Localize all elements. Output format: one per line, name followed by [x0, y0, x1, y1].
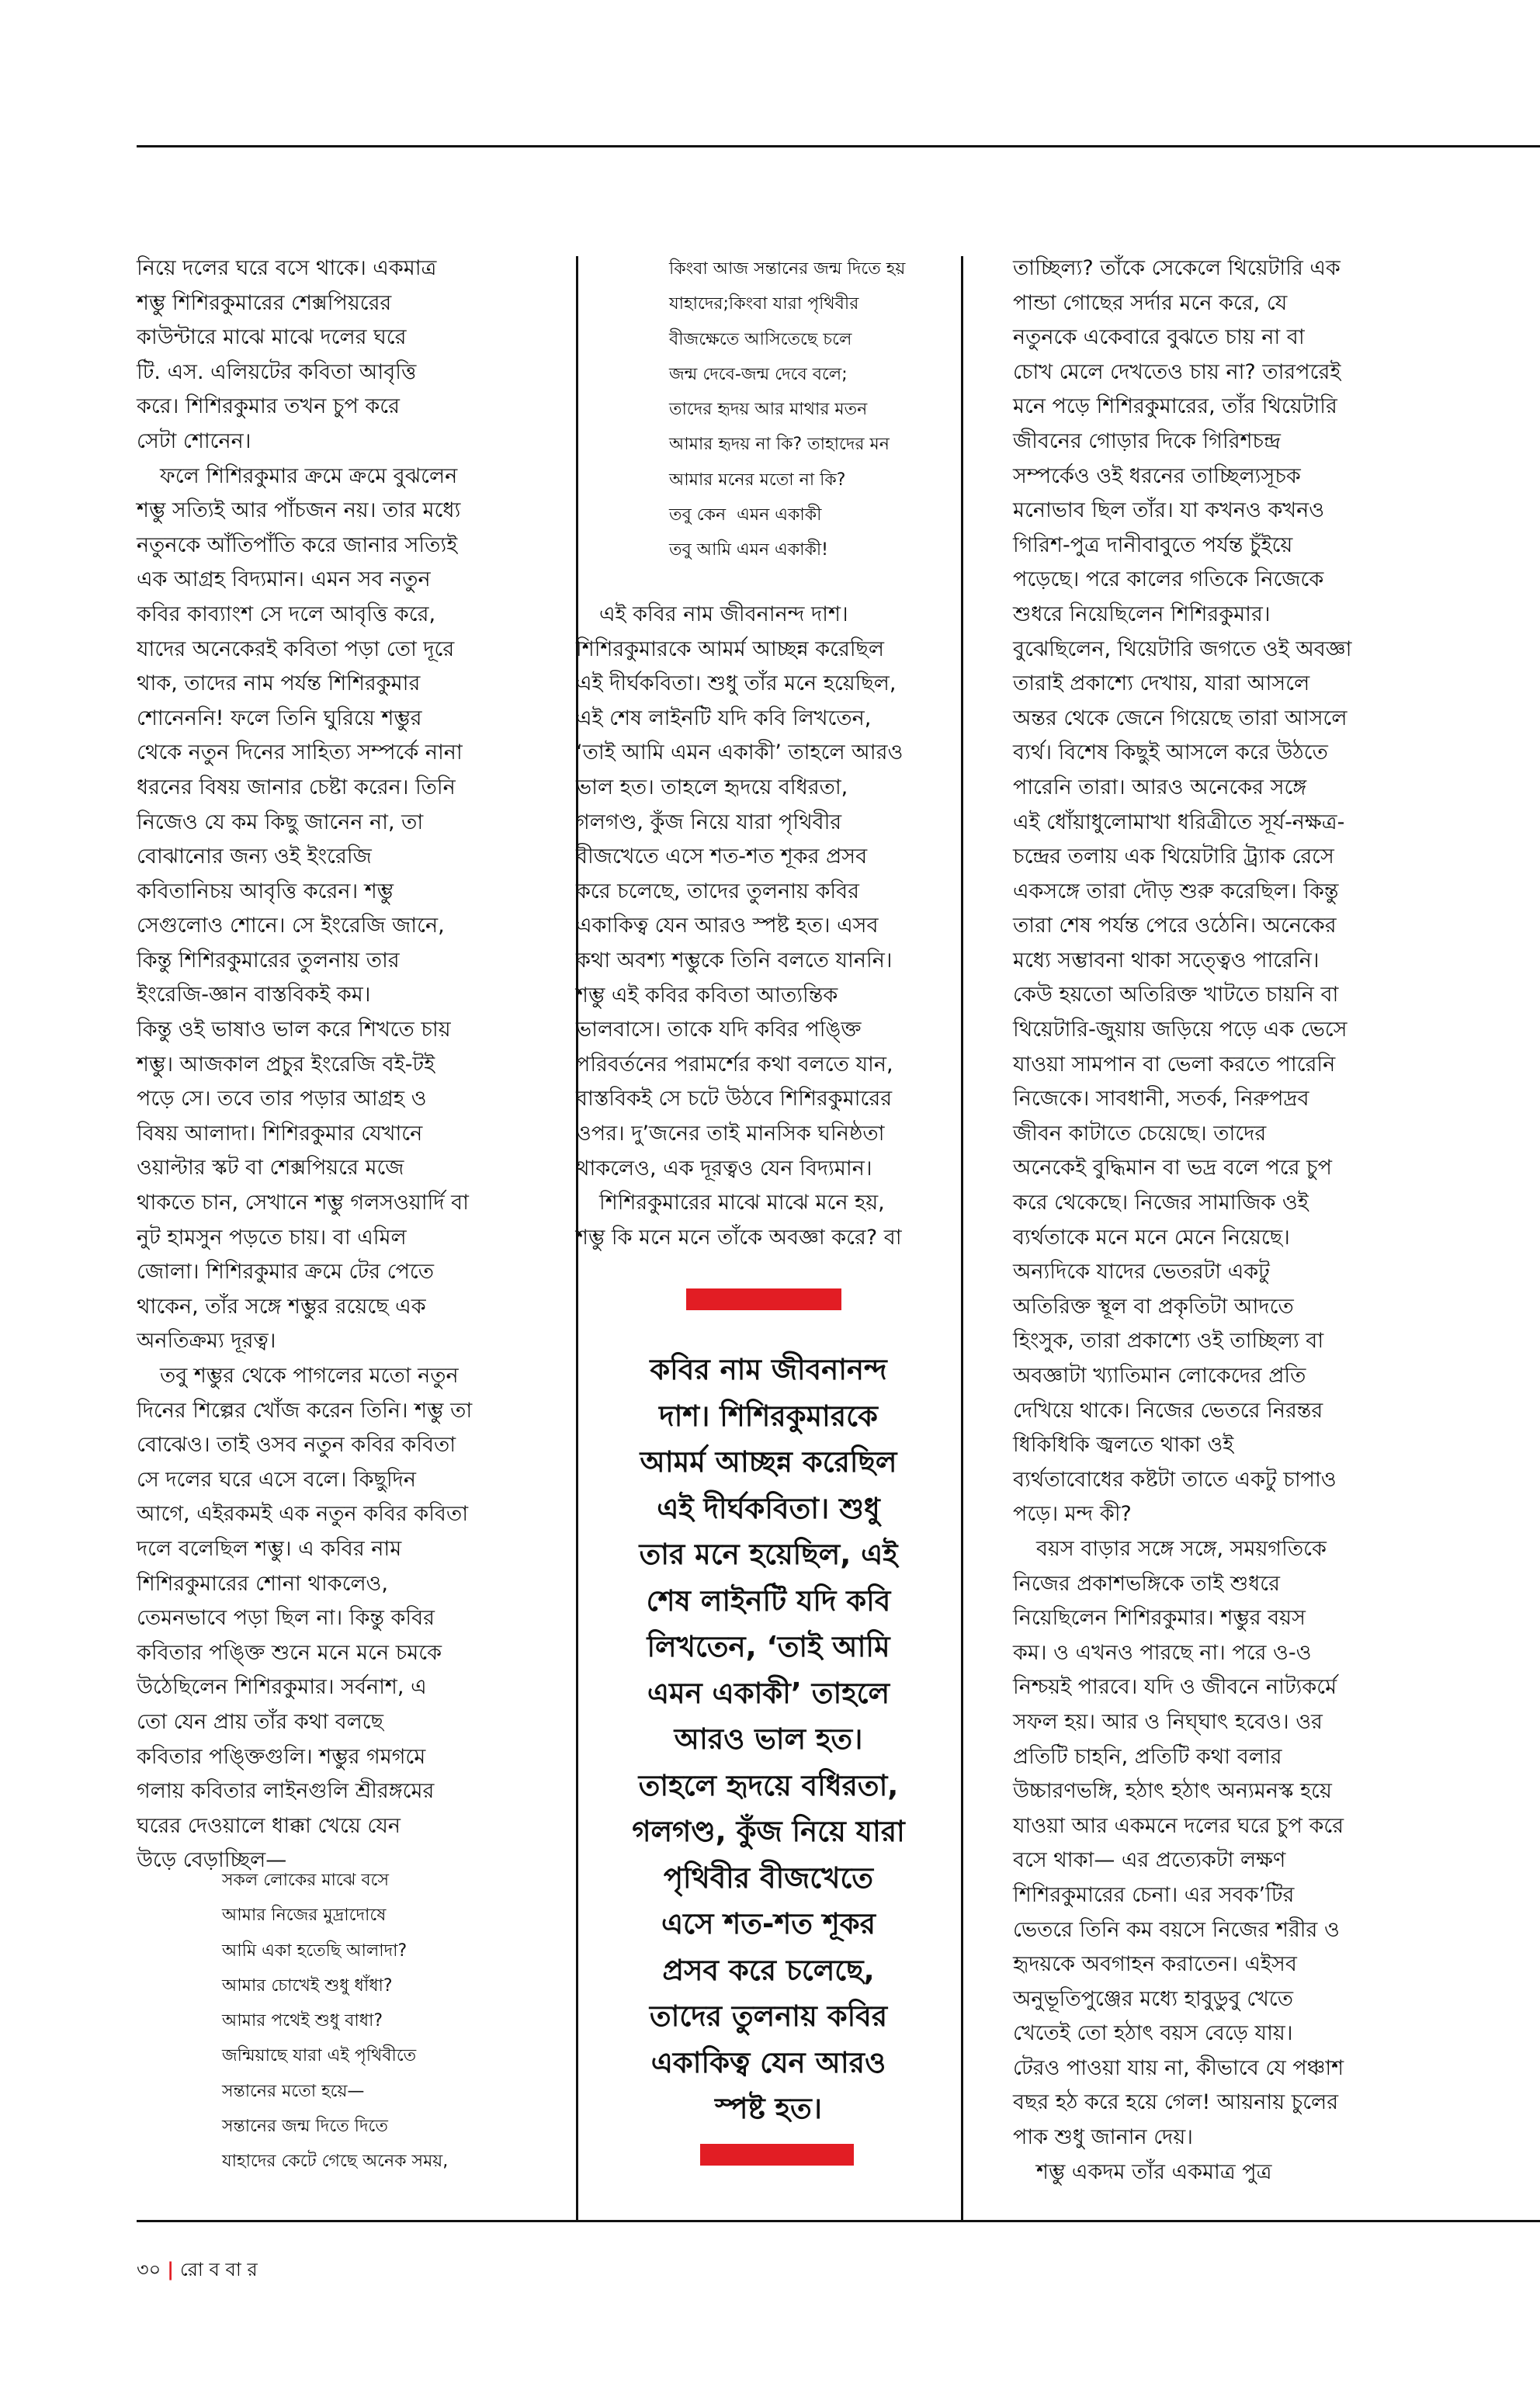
poem-line: তাদের হৃদয় আর মাথার মতন [669, 400, 868, 420]
paragraph-line: থাকলেও, এক দূরত্বও যেন বিদ্যমান। [576, 1156, 872, 1181]
paragraph-line: তাচ্ছিল্য? তাঁকে সেকেলে থিয়েটারি এক [1013, 256, 1341, 280]
paragraph-line: কাউন্টারে মাঝে মাঝে দলের ঘরে [137, 325, 407, 350]
pullquote-line: পৃথিবীর বীজখেতে [663, 1861, 874, 1895]
paragraph-line: বোঝেও। তাই ওসব নতুন কবির কবিতা [137, 1433, 456, 1458]
paragraph-line: থিয়েটারি-জুয়ায় জড়িয়ে পড়ে এক ভেসে [1013, 1018, 1348, 1042]
paragraph-line: কবিতানিচয় আবৃত্তি করেন। শম্ভু [137, 879, 394, 903]
paragraph-line: থাকতে চান, সেখানে শম্ভু গলসওয়ার্দি বা [137, 1191, 469, 1216]
pullquote-line: আরও ভাল হত। [674, 1722, 863, 1756]
paragraph-line: চোখ মেলে দেখতেও চায় না? তারপরেই [1013, 359, 1341, 384]
paragraph-line: জোলা। শিশিরকুমার ক্রমে টের পেতে [137, 1260, 435, 1285]
paragraph-line: ওয়াল্টার স্কট বা শেক্সপিয়রে মজে [137, 1156, 404, 1181]
pullquote-accent-bar-top [686, 1288, 841, 1310]
paragraph-line: কিন্তু ওই ভাষাও ভাল করে শিখতে চায় [137, 1018, 451, 1042]
poem-line: আমার নিজের মুদ্রাদোষে [222, 1906, 387, 1926]
poem-line: আমার হৃদয় না কি? তাহাদের মন [669, 435, 890, 455]
paragraph-line: বীজখেতে এসে শত-শত শূকর প্রসব [576, 844, 868, 869]
paragraph-line: অন্যদিকে যাদের ভেতরটা একটু [1013, 1260, 1270, 1285]
paragraph-line: বোঝানোর জন্য ওই ইংরেজি [137, 844, 372, 869]
paragraph-line: করে থেকেছে। নিজের সামাজিক ওই [1013, 1191, 1309, 1216]
pullquote-line: একাকিত্ব যেন আরও [650, 2045, 886, 2079]
paragraph-line: শিশিরকুমারের চেনা। এর সবক’টির [1013, 1882, 1295, 1907]
paragraph-line: অন্তর থেকে জেনে গিয়েছে তারা আসলে [1013, 706, 1348, 730]
paragraph-line: অনতিক্রম্য দূরত্ব। [137, 1329, 276, 1354]
paragraph-line: সেগুলোও শোনে। সে ইংরেজি জানে, [137, 914, 445, 938]
paragraph-line: পড়ে। মন্দ কী? [1013, 1502, 1132, 1527]
paragraph-line: যাওয়া সামপান বা ভেলা করতে পারেনি [1013, 1052, 1336, 1077]
poem-line: আমার পথেই শুধু বাধা? [222, 2011, 383, 2031]
paragraph-line: তারাই প্রকাশ্যে দেখায়, যারা আসলে [1013, 671, 1310, 696]
pullquote-line: এসে শত-শত শূকর [661, 1907, 876, 1940]
paragraph-line: ফলে শিশিরকুমার ক্রমে ক্রমে বুঝলেন [160, 463, 458, 488]
paragraph-line: করে চলেছে, তাদের তুলনায় কবির [576, 879, 859, 903]
paragraph-line: হৃদয়কে অবগাহন করাতেন। এইসব [1013, 1952, 1297, 1977]
page-footer [137, 2256, 258, 2287]
footer-separator: | [167, 2259, 174, 2280]
pullquote-line: তাহলে হৃদয়ে বধিরতা, [638, 1768, 899, 1802]
paragraph-line: টেরও পাওয়া যায় না, কীভাবে যে পঞ্চাশ [1013, 2055, 1344, 2080]
article-column-1 [137, 251, 556, 1878]
paragraph-line: পরিবর্তনের পরামর্শের কথা বলতে যান, [576, 1052, 893, 1077]
paragraph-line: মনোভাব ছিল তাঁর। যা কখনও কখনও [1013, 498, 1325, 523]
column-divider-right [961, 256, 963, 2220]
paragraph-line: কথা অবশ্য শম্ভুকে তিনি বলতে যাননি। [576, 948, 893, 973]
article-column-2 [576, 598, 903, 1255]
paragraph-line: জীবন কাটাতে চেয়েছে। তাদের [1013, 1121, 1267, 1146]
paragraph-line: এই দীর্ঘকবিতা। শুধু তাঁর মনে হয়েছিল, [576, 671, 897, 696]
paragraph-line: কবিতার পঙ্ক্তিগুলি। শম্ভুর গমগমে [137, 1744, 426, 1769]
paragraph-line: সে দলের ঘরে এসে বলে। কিছুদিন [137, 1467, 416, 1492]
paragraph-line: বয়স বাড়ার সঙ্গে সঙ্গে, সময়গতিকে [1036, 1536, 1327, 1561]
paragraph-line: কেউ হয়তো অতিরিক্ত খাটতে চায়নি বা [1013, 983, 1339, 1007]
paragraph-line: উঠেছিলেন শিশিরকুমার। সর্বনাশ, এ [137, 1675, 427, 1700]
paragraph-line: ব্যর্থ। বিশেষ কিছুই আসলে করে উঠতে [1013, 740, 1328, 765]
pullquote-line: শেষ লাইনটি যদি কবি [646, 1583, 891, 1618]
paragraph-line: কম। ও এখনও পারছে না। পরে ও-ও [1013, 1640, 1312, 1665]
poem-line: যাহাদের;কিংবা যারা পৃথিবীর [669, 294, 859, 314]
paragraph-line: পড়ে সে। তবে তার পড়ার আগ্রহ ও [137, 1087, 427, 1112]
paragraph-line: শম্ভু শিশিরকুমারের শেক্সপিয়রের [137, 290, 392, 315]
paragraph-line: অবজ্ঞাটা খ্যাতিমান লোকেদের প্রতি [1013, 1364, 1306, 1388]
paragraph-line: হিংসুক, তারা প্রকাশ্যে ওই তাচ্ছিল্য বা [1013, 1329, 1324, 1354]
paragraph-line: বিষয় আলাদা। শিশিরকুমার যেখানে [137, 1121, 423, 1146]
paragraph-line: করে। শিশিরকুমার তখন চুপ করে [137, 394, 400, 419]
paragraph-line: মধ্যে সম্ভাবনা থাকা সত্ত্বেও পারেনি। [1013, 948, 1320, 973]
poem-line: বীজক্ষেতে আসিতেছে চলে [669, 329, 852, 349]
paragraph-line: বাস্তবিকই সে চটে উঠবে শিশিরকুমারের [576, 1087, 893, 1112]
paragraph-line: যাদের অনেকেরই কবিতা পড়া তো দূরে [137, 636, 455, 661]
poem-excerpt-1 [222, 1863, 448, 2180]
paragraph-line: এক আগ্রহ বিদ্যমান। এমন সব নতুন [137, 567, 431, 592]
paragraph-line: আগে, এইরকমই এক নতুন কবির কবিতা [137, 1502, 469, 1527]
paragraph-line: নিজেও যে কম কিছু জানেন না, তা [137, 810, 424, 834]
paragraph-line: গলগণ্ড, কুঁজ নিয়ে যারা পৃথিবীর [576, 810, 842, 834]
pullquote-line: স্পষ্ট হত। [715, 2092, 822, 2125]
paragraph-line: ইংরেজি-জ্ঞান বাস্তবিকই কম। [137, 983, 371, 1007]
paragraph-line: সফল হয়। আর ও নিঘ্ঘাৎ হবেও। ওর [1013, 1709, 1323, 1734]
paragraph-line: শোনেননি! ফলে তিনি ঘুরিয়ে শম্ভুর [137, 706, 422, 730]
pullquote-line: লিখতেন, ‘তাই আমি [647, 1630, 890, 1663]
paragraph-line: বছর হঠ করে হয়ে গেল! আয়নায় চুলের [1013, 2090, 1339, 2115]
paragraph-line: ভালবাসে। তাকে যদি কবির পঙ্ক্তি [576, 1018, 862, 1042]
paragraph-line: এই শেষ লাইনটি যদি কবি লিখতেন, [576, 706, 872, 730]
poem-line: কিংবা আজ সন্তানের জন্ম দিতে হয় [669, 259, 906, 279]
paragraph-line: শম্ভু সত্যিই আর পাঁচজন নয়। তার মধ্যে [137, 498, 461, 523]
paragraph-line: শিশিরকুমারের মাঝে মাঝে মনে হয়, [599, 1191, 885, 1216]
paragraph-line: পড়েছে। পরে কালের গতিকে নিজেকে [1013, 567, 1324, 592]
paragraph-line: ব্যর্থতাবোধের কষ্টটা তাতে একটু চাপাও [1013, 1467, 1337, 1492]
paragraph-line: এই ধোঁয়াধুলোমাখা ধরিত্রীতে সূর্য-নক্ষত্র- [1013, 810, 1345, 834]
poem-line: আমার চোখেই শুধু ধাঁধা? [222, 1975, 393, 1996]
paragraph-line: অনুভূতিপুঞ্জের মধ্যে হাবুডুবু খেতে [1013, 1986, 1293, 2011]
pullquote-line: তাদের তুলনায় কবির [649, 1999, 888, 2033]
paragraph-line: নিশ্চয়ই পারবে। যদি ও জীবনে নাট্যকর্মে [1013, 1675, 1337, 1700]
paragraph-line: খেতেই তো হঠাৎ বয়স বেড়ে যায়। [1013, 2021, 1293, 2046]
paragraph-line: তেমনভাবে পড়া ছিল না। কিন্তু কবির [137, 1606, 435, 1631]
paragraph-line: কিন্তু শিশিরকুমারের তুলনায় তার [137, 948, 400, 973]
paragraph-line: অতিরিক্ত স্থূল বা প্রকৃতিটা আদতে [1013, 1294, 1294, 1319]
paragraph-line: ধিকিধিকি জ্বলতে থাকা ওই [1013, 1433, 1234, 1458]
paragraph-line: একাকিত্ব যেন আরও স্পষ্ট হত। এসব [576, 914, 879, 938]
paragraph-line: বুঝেছিলেন, থিয়েটারি জগতে ওই অবজ্ঞা [1013, 636, 1352, 661]
paragraph-line: তারা শেষ পর্যন্ত পেরে ওঠেনি। অনেকের [1013, 914, 1337, 938]
paragraph-line: তো যেন প্রায় তাঁর কথা বলছে [137, 1709, 383, 1734]
poem-line: আমার মনের মতো না কি? [669, 470, 846, 490]
paragraph-line: শুধরে নিয়েছিলেন শিশিরকুমার। [1013, 602, 1271, 626]
paragraph-line: উড়ে বেড়াচ্ছিল— [137, 1848, 287, 1873]
paragraph-line: শিশিরকুমারের শোনা থাকলেও, [137, 1571, 389, 1596]
paragraph-line: গলায় কবিতার লাইনগুলি শ্রীরঙ্গমের [137, 1779, 435, 1804]
paragraph-line: কবিতার পঙ্ক্তি শুনে মনে মনে চমকে [137, 1640, 442, 1665]
paragraph-line: শম্ভু এই কবির কবিতা আত্যন্তিক [576, 983, 838, 1007]
poem-line: যাহাদের কেটে গেছে অনেক সময়, [222, 2152, 449, 2172]
paragraph-line: ভেতরে তিনি কম বয়সে নিজের শরীর ও [1013, 1917, 1340, 1942]
article-column-3 [1013, 251, 1510, 2190]
paragraph-line: শম্ভু একদম তাঁর একমাত্র পুত্র [1036, 2159, 1272, 2184]
paragraph-line: নিয়ে দলের ঘরে বসে থাকে। একমাত্র [137, 256, 437, 280]
pullquote-line: আমর্ম আচ্ছন্ন করেছিল [640, 1445, 897, 1479]
page-number: ৩০ [137, 2259, 161, 2280]
pullquote-line: এমন একাকী’ তাহলে [647, 1676, 890, 1710]
bottom-rule [137, 2220, 1540, 2222]
paragraph-line: নতুনকে একেবারে বুঝতে চায় না বা [1013, 325, 1305, 350]
paragraph-line: প্রতিটি চাহনি, প্রতিটি কথা বলার [1013, 1744, 1282, 1769]
paragraph-line: নিজের প্রকাশভঙ্গিকে তাই শুধরে [1013, 1571, 1280, 1596]
paragraph-line: ওপর। দু’জনের তাই মানসিক ঘনিষ্ঠতা [576, 1121, 885, 1146]
paragraph-line: দলে বলেছিল শম্ভু। এ কবির নাম [137, 1536, 402, 1561]
paragraph-line: শম্ভু। আজকাল প্রচুর ইংরেজি বই-টই [137, 1052, 435, 1077]
paragraph-line: একসঙ্গে তারা দৌড় শুরু করেছিল। কিন্তু [1013, 879, 1339, 903]
poem-line: জন্ম দেবে-জন্ম দেবে বলে; [669, 364, 848, 384]
paragraph-line: ‘তাই আমি এমন একাকী’ তাহলে আরও [576, 740, 904, 765]
paragraph-line: জীবনের গোড়ার দিকে গিরিশচন্দ্র [1013, 428, 1281, 453]
paragraph-line: তবু শম্ভুর থেকে পাগলের মতো নতুন [160, 1364, 459, 1388]
pullquote-line: তার মনে হয়েছিল, এই [639, 1538, 898, 1571]
paragraph-line: থাক, তাদের নাম পর্যন্ত শিশিরকুমার [137, 671, 421, 696]
paragraph-line: উচ্চারণভঙ্গি, হঠাৎ হঠাৎ অন্যমনস্ক হয়ে [1013, 1779, 1332, 1804]
paragraph-line: নতুনকে আঁতিপাঁতি করে জানার সত্যিই [137, 532, 458, 557]
pullquote-line: প্রসব করে চলেছে, [662, 1953, 875, 1987]
paragraph-line: কবির কাব্যাংশ সে দলে আবৃত্তি করে, [137, 602, 436, 626]
top-rule [137, 145, 1540, 147]
paragraph-line: সেটা শোনেন। [137, 428, 251, 453]
poem-excerpt-2 [669, 251, 905, 568]
poem-line: সন্তানের জন্ম দিতে দিতে [222, 2117, 388, 2137]
paragraph-line: চন্দ্রের তলায় এক থিয়েটারি ট্র্যাক রেসে [1013, 844, 1334, 869]
pullquote-line: এই দীর্ঘকবিতা। শুধু [657, 1491, 880, 1525]
paragraph-line: ভাল হত। তাহলে হৃদয়ে বধিরতা, [576, 775, 848, 799]
paragraph-line: গিরিশ-পুত্র দানীবাবুতে পর্যন্ত চুঁইয়ে [1013, 532, 1293, 557]
paragraph-line: থাকেন, তাঁর সঙ্গে শম্ভুর রয়েছে এক [137, 1294, 426, 1319]
paragraph-line: দিনের শিল্পের খোঁজ করেন তিনি। শম্ভু তা [137, 1398, 473, 1423]
paragraph-line: এই কবির নাম জীবনানন্দ দাশ। [599, 602, 848, 626]
paragraph-line: ধরনের বিষয় জানার চেষ্টা করেন। তিনি [137, 775, 456, 799]
pullquote-accent-bar-bottom [700, 2144, 854, 2166]
paragraph-line: দেখিয়ে থাকে। নিজের ভেতরে নিরন্তর [1013, 1398, 1323, 1423]
paragraph-line: ব্যর্থতাকে মনে মনে মেনে নিয়েছে। [1013, 1225, 1290, 1250]
paragraph-line: ঘরের দেওয়ালে ধাক্কা খেয়ে যেন [137, 1813, 401, 1838]
pullquote-line: কবির নাম জীবনানন্দ [650, 1353, 887, 1386]
paragraph-line: নুট হামসুন পড়তে চায়। বা এমিল [137, 1225, 407, 1250]
paragraph-line: থেকে নতুন দিনের সাহিত্য সম্পর্কে নানা [137, 740, 463, 765]
paragraph-line: মনে পড়ে শিশিরকুমারের, তাঁর থিয়েটারি [1013, 394, 1337, 419]
paragraph-line: বসে থাকা— এর প্রত্যেকটা লক্ষণ [1013, 1848, 1286, 1873]
pullquote-line: দাশ। শিশিরকুমারকে [659, 1399, 878, 1433]
paragraph-line: অনেকেই বুদ্ধিমান বা ভদ্র বলে পরে চুপ [1013, 1156, 1332, 1181]
pull-quote [576, 1347, 961, 2132]
poem-line: আমি একা হতেছি আলাদা? [222, 1940, 408, 1961]
poem-line: সন্তানের মতো হয়ে— [222, 2081, 365, 2101]
paragraph-line: যাওয়া আর একমনে দলের ঘরে চুপ করে [1013, 1813, 1344, 1838]
paragraph-line: টি. এস. এলিয়টের কবিতা আবৃত্তি [137, 359, 417, 384]
paragraph-line: পান্ডা গোছের সর্দার মনে করে, যে [1013, 290, 1288, 315]
paragraph-line: শম্ভু কি মনে মনে তাঁকে অবজ্ঞা করে? বা [576, 1225, 902, 1250]
poem-line: তবু আমি এমন একাকী! [669, 540, 828, 560]
paragraph-line: পাক শুধু জানান দেয়। [1013, 2125, 1193, 2150]
paragraph-line: নিয়েছিলেন শিশিরকুমার। শম্ভুর বয়স [1013, 1606, 1306, 1631]
poem-line: সকল লোকের মাঝে বসে [222, 1871, 390, 1890]
magazine-name: রো ব বা র [179, 2259, 258, 2280]
paragraph-line: শিশিরকুমারকে আমর্ম আচ্ছন্ন করেছিল [576, 636, 885, 661]
poem-line: তবু কেন এমন একাকী [669, 505, 822, 525]
paragraph-line: পারেনি তারা। আরও অনেকের সঙ্গে [1013, 775, 1307, 799]
poem-line: জন্মিয়াছে যারা এই পৃথিবীতে [222, 2046, 417, 2066]
paragraph-line: সম্পর্কেও ওই ধরনের তাচ্ছিল্যসূচক [1013, 463, 1301, 488]
paragraph-line: নিজেকে। সাবধানী, সতর্ক, নিরুপদ্রব [1013, 1087, 1309, 1112]
pullquote-line: গলগণ্ড, কুঁজ নিয়ে যারা [632, 1815, 905, 1848]
